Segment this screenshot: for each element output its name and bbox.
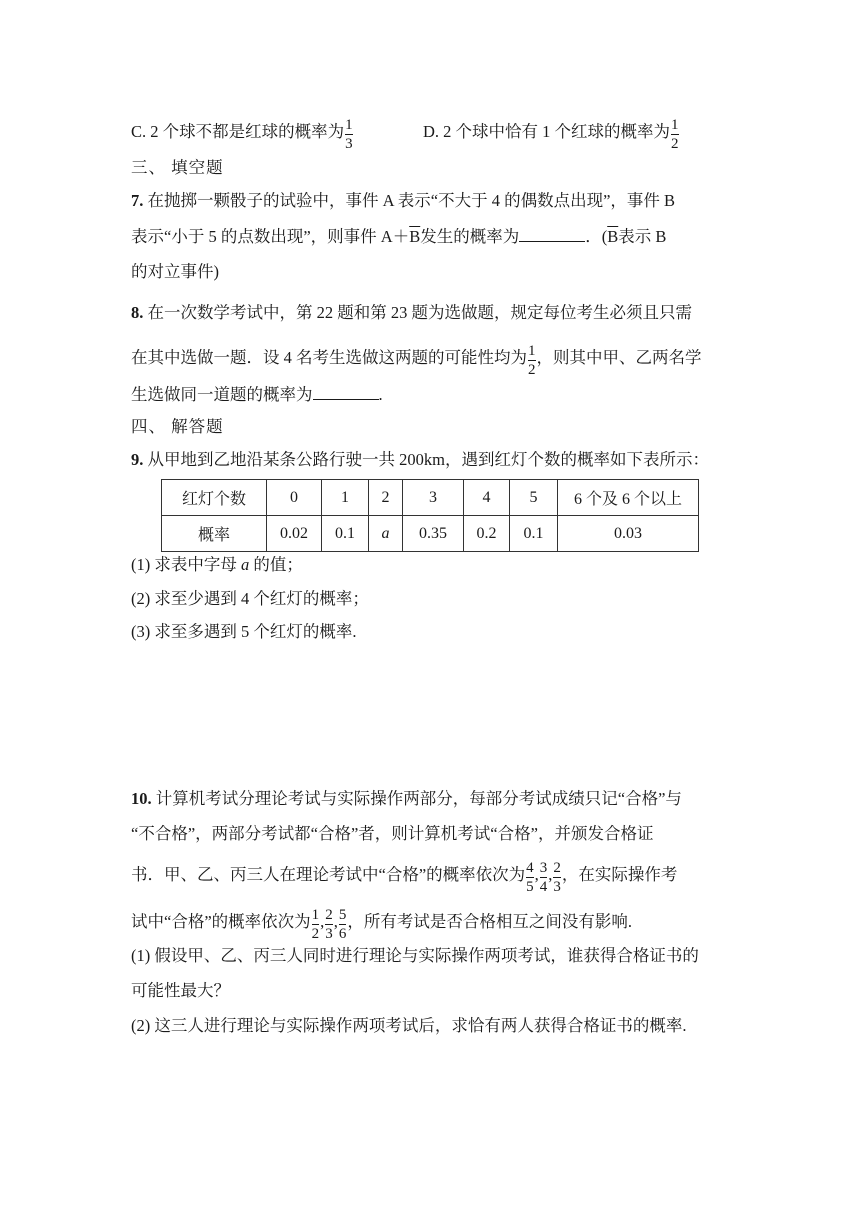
q8-line-2 — [131, 341, 731, 377]
frac-den: 6 — [338, 926, 347, 942]
q6-option-d — [423, 115, 723, 151]
frac-den: 2 — [671, 136, 679, 152]
frac-num: 4 — [526, 860, 534, 876]
q10-line-1 — [131, 788, 731, 810]
q7-text: 发生的概率为 — [420, 227, 520, 246]
q10-sub-1-line-2: 可能性最大？ — [131, 981, 230, 1000]
table-cell: 0.1 — [510, 516, 558, 552]
frac-den: 4 — [539, 879, 548, 895]
q10-text: 书．甲、乙、丙三人在理论考试中“合格”的概率依次为 — [131, 864, 526, 884]
q9-sub-1 — [131, 554, 731, 576]
q10-text: ，所有考试是否合格相互之间没有影响. — [347, 911, 633, 931]
q7-text: 表示 B — [618, 227, 667, 246]
fraction — [345, 117, 353, 153]
frac-den: 2 — [528, 362, 536, 378]
section-heading-fill-blank: 三、 填空题 — [131, 158, 224, 177]
q8-text: ，则其中甲、乙两名学 — [536, 347, 702, 367]
table-cell: 0.35 — [403, 516, 464, 552]
q9-sub-3: (3) 求至多遇到 5 个红灯的概率. — [131, 622, 357, 641]
table-cell: 2 — [369, 480, 403, 516]
q9-text: 从甲地到乙地沿某条公路行驶一共 200km，遇到红灯个数的概率如下表所示： — [143, 450, 709, 469]
answer-blank — [313, 383, 379, 400]
q8-text: . — [378, 385, 383, 404]
table-cell: 0.03 — [558, 516, 699, 552]
fraction — [339, 907, 347, 943]
section-heading-solve: 四、 解答题 — [131, 417, 224, 436]
q7-line-1 — [131, 190, 731, 212]
table-cell: 0 — [267, 480, 322, 516]
fraction — [553, 860, 561, 896]
q10-text: ，在实际操作考 — [561, 864, 678, 884]
q10-text: 计算机考试分理论考试与实际操作两部分，每部分考试成绩只记“合格”与 — [151, 789, 682, 808]
table-cell: 0.2 — [464, 516, 510, 552]
fraction — [528, 343, 536, 379]
q10-sub-2: (2) 这三人进行理论与实际操作两项考试后，求恰有两人获得合格证书的概率. — [131, 1016, 687, 1035]
table-cell: 1 — [322, 480, 369, 516]
table-cell: 概率 — [162, 516, 267, 552]
q10-sub-1-line-1: (1) 假设甲、乙、丙三人同时进行理论与实际操作两项考试，谁获得合格证书的 — [131, 946, 699, 965]
question-number: 8. — [131, 303, 144, 322]
fraction — [325, 907, 333, 943]
q9-sub-text: (1) 求表中字母 — [131, 555, 241, 574]
q8-line-3 — [131, 383, 731, 406]
table-cell: 红灯个数 — [162, 480, 267, 516]
q8-text: 在一次数学考试中，第 22 题和第 23 题为选做题，规定每位考生必须且只需 — [143, 303, 692, 322]
fraction — [540, 860, 548, 896]
table-cell: 3 — [403, 480, 464, 516]
q10-line-2: “不合格”，两部分考试都“合格”者，则计算机考试“合格”，并颁发合格证 — [131, 824, 654, 843]
frac-den: 3 — [325, 926, 333, 942]
frac-den: 2 — [311, 926, 320, 942]
fraction — [526, 860, 534, 896]
q9-sub-2: (2) 求至少遇到 4 个红灯的概率； — [131, 589, 369, 608]
frac-den: 5 — [526, 879, 534, 895]
fraction — [671, 117, 679, 153]
frac-num: 1 — [311, 907, 320, 923]
table-cell: 4 — [464, 480, 510, 516]
frac-den: 3 — [553, 879, 561, 895]
q10-text: 试中“合格”的概率依次为 — [131, 911, 311, 931]
answer-blank — [519, 225, 585, 242]
q10-line-3: 书．甲、乙、丙三人在理论考试中“合格”的概率依次为 $\frac{4}{5}$ , $\frac{3}{4}$ , $\frac{2}{3}$ ，在实际操作考 — [131, 860, 678, 895]
frac-num: 3 — [539, 860, 548, 876]
q7-text: 表示“小于 5 的点数出现”，则事件 A＋ — [131, 227, 410, 246]
table-cell: 0.1 — [322, 516, 369, 552]
table-cell: 0.02 — [267, 516, 322, 552]
question-number: 7. — [131, 191, 144, 210]
question-number: 10. — [131, 789, 152, 808]
frac-num: 5 — [338, 907, 347, 923]
table-cell: 5 — [510, 480, 558, 516]
q7-text: ．( — [585, 227, 608, 246]
table-header-row — [162, 480, 699, 516]
q7-line-2 — [131, 225, 731, 248]
q7-text: 在抛掷一颗骰子的试验中，事件 A 表示“不大于 4 的偶数点出现”，事件 B — [143, 191, 676, 210]
table-row — [162, 516, 699, 552]
q7-line-3: 的对立事件) — [131, 262, 219, 281]
frac-num: 2 — [325, 907, 333, 923]
q8-text: 生选做同一道题的概率为 — [131, 385, 313, 404]
q8-text: 在其中选做一题．设 4 名考生选做这两题的可能性均为 — [131, 347, 527, 367]
option-c-text: C. 2 个球不都是红球的概率为 — [131, 121, 345, 141]
b-complement: $\overline{B}$ — [607, 227, 619, 246]
option-d-text: D. 2 个球中恰有 1 个红球的概率为 — [423, 121, 671, 141]
frac-num: 1 — [345, 117, 353, 133]
frac-den: 3 — [345, 136, 353, 152]
variable-a: a — [241, 555, 250, 574]
table-cell: 6 个及 6 个以上 — [558, 480, 699, 516]
b-complement: $\overline{B}$ — [409, 227, 421, 246]
frac-num: 1 — [528, 343, 536, 359]
table-cell: a — [369, 516, 403, 552]
frac-num: 2 — [553, 860, 561, 876]
q10-line-4: 试中“合格”的概率依次为 $\frac{1}{2}$ , $\frac{2}{3}$ , $\frac{5}{6}$ ，所有考试是否合格相互之间没有影响. — [131, 907, 633, 942]
q9-intro — [131, 449, 731, 471]
frac-num: 1 — [671, 117, 679, 133]
fraction — [312, 907, 320, 943]
question-number: 9. — [131, 450, 144, 469]
q8-line-1 — [131, 302, 731, 324]
q9-sub-text: 的值； — [249, 555, 303, 574]
probability-table — [161, 479, 699, 552]
